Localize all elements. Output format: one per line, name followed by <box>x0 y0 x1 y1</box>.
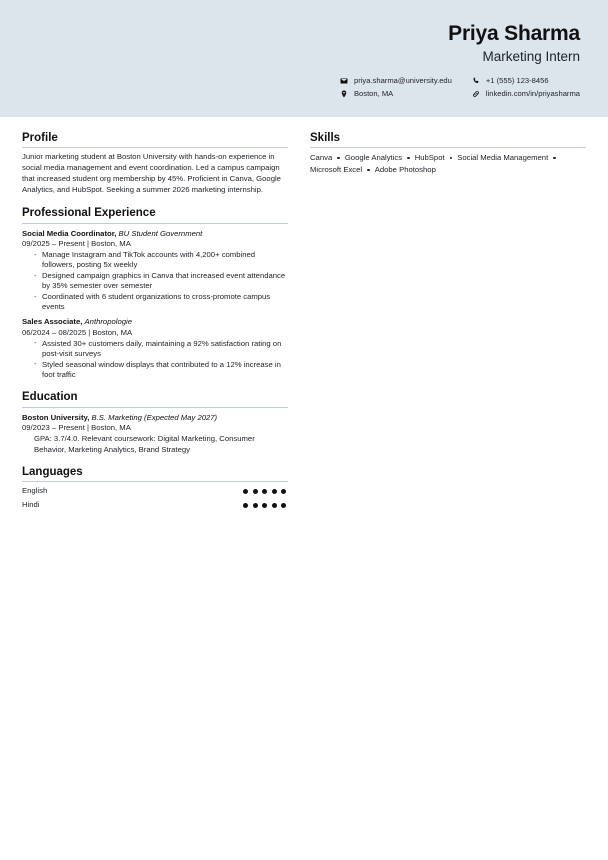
experience-bullet-list <box>22 250 288 312</box>
resume-body <box>0 117 608 520</box>
language-row <box>22 486 288 496</box>
section-heading-languages: Languages <box>22 465 288 482</box>
education-entry-head <box>22 413 288 423</box>
skill-item: Social Media Management <box>457 153 549 163</box>
main-column <box>22 131 294 520</box>
phone-icon <box>472 77 483 85</box>
contact-linkedin[interactable] <box>472 89 580 99</box>
contact-linkedin-text: linkedin.com/in/priyasharma <box>485 89 580 99</box>
candidate-name: Priya Sharma <box>448 22 580 45</box>
proficiency-dot <box>243 489 248 494</box>
envelope-icon <box>340 77 351 85</box>
language-name: Hindi <box>22 500 40 510</box>
experience-employer: Anthropologie <box>84 317 132 327</box>
skill-separator-icon <box>367 169 370 172</box>
experience-dates-location: 09/2025 – Present | Boston, MA <box>22 238 131 248</box>
skill-item: Canva <box>310 153 333 163</box>
contact-phone[interactable] <box>472 76 580 86</box>
language-level-dots <box>243 489 288 494</box>
experience-bullet: - Designed campaign graphics in Canva that increased event attendance by 35% semester over semester <box>34 271 288 291</box>
experience-bullet-list <box>22 339 288 380</box>
skill-separator-icon <box>553 157 556 160</box>
section-heading-experience: Professional Experience <box>22 206 288 223</box>
proficiency-dot <box>253 503 258 508</box>
proficiency-dot <box>253 489 258 494</box>
proficiency-dot <box>262 489 267 494</box>
section-heading-profile: Profile <box>22 131 288 148</box>
section-education <box>22 390 288 454</box>
skill-item: Microsoft Excel <box>310 165 363 175</box>
contact-grid <box>340 76 580 99</box>
experience-job-title: Social Media Coordinator, <box>22 228 117 238</box>
education-dates-location: 09/2023 – Present | Boston, MA <box>22 423 131 433</box>
section-languages <box>22 465 288 510</box>
education-entry <box>22 413 288 455</box>
education-school: Boston University, <box>22 412 90 422</box>
experience-bullet: - Coordinated with 6 student organizations to cross-promote campus events <box>34 292 288 312</box>
resume-header <box>0 0 608 117</box>
link-icon <box>472 90 483 98</box>
contact-location <box>340 89 452 99</box>
skill-separator-icon <box>337 157 340 160</box>
experience-job-title: Sales Associate, <box>22 317 83 327</box>
contact-email-text: priya.sharma@university.edu <box>353 76 452 86</box>
proficiency-dot <box>272 489 277 494</box>
location-pin-icon <box>340 90 351 98</box>
contact-location-text: Boston, MA <box>353 89 394 99</box>
section-skills <box>310 131 586 176</box>
skill-item: HubSpot <box>414 153 445 163</box>
skill-item: Google Analytics <box>344 153 403 163</box>
experience-employer: BU Student Government <box>118 228 203 238</box>
section-profile <box>22 131 288 196</box>
proficiency-dot <box>272 503 277 508</box>
section-heading-skills: Skills <box>310 131 586 148</box>
proficiency-dot <box>281 489 286 494</box>
experience-bullet: - Styled seasonal window displays that contributed to a 12% increase in foot traffic <box>34 360 288 380</box>
proficiency-dot <box>243 503 248 508</box>
experience-bullet: - Assisted 30+ customers daily, maintaining a 92% satisfaction rating on post-visit surveys <box>34 339 288 359</box>
skill-separator-icon <box>450 157 453 160</box>
language-name: English <box>22 486 48 496</box>
section-heading-education: Education <box>22 390 288 407</box>
contact-email[interactable] <box>340 76 452 86</box>
experience-entry-head <box>22 317 288 327</box>
skill-separator-icon <box>407 157 410 160</box>
experience-entry <box>22 317 288 380</box>
education-degree: B.S. Marketing (Expected May 2027) <box>91 412 218 422</box>
experience-entry <box>22 229 288 313</box>
skill-item: Adobe Photoshop <box>374 165 436 175</box>
experience-bullet: - Manage Instagram and TikTok accounts with 4,200+ combined followers, posting 5x weekly <box>34 250 288 270</box>
language-row <box>22 500 288 510</box>
education-detail: GPA: 3.7/4.0. Relevant coursework: Digital Marketing, Consumer Behavior, Marketing Analytics, Brand Strategy <box>34 434 255 454</box>
skills-list <box>310 152 586 176</box>
profile-summary-text: Junior marketing student at Boston University with hands-on experience in social media management and event coordination. Led a campus campaign that increased student org membership by 45%. Proficient in Canva, Google Analytics, and HubSpot. Seeking a summer 2026 marketing internship. <box>22 152 281 195</box>
proficiency-dot <box>281 503 286 508</box>
proficiency-dot <box>262 503 267 508</box>
section-experience <box>22 206 288 380</box>
contact-phone-text: +1 (555) 123-8456 <box>485 76 549 86</box>
side-column <box>294 131 586 186</box>
experience-entry-head <box>22 229 288 239</box>
experience-dates-location: 06/2024 – 08/2025 | Boston, MA <box>22 327 133 337</box>
language-level-dots <box>243 503 288 508</box>
candidate-title: Marketing Intern <box>482 49 580 65</box>
